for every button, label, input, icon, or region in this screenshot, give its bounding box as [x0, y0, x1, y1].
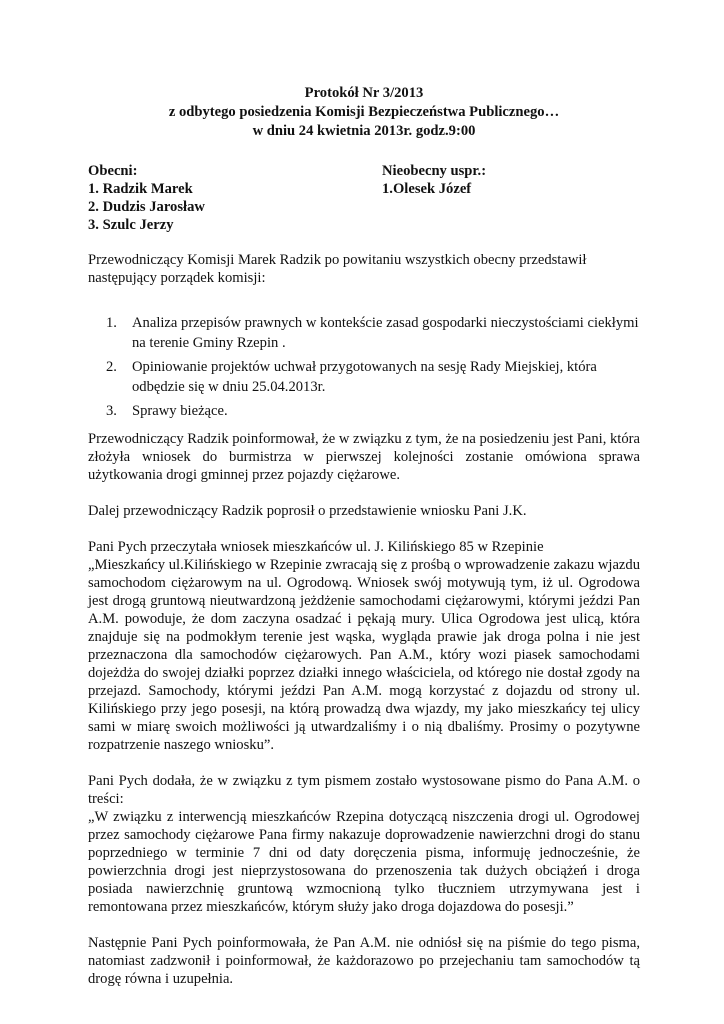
title-line-3: w dniu 24 kwietnia 2013r. godz.9:00 [252, 123, 476, 139]
agenda-item-number: 2. [106, 359, 117, 375]
title-line-2: z odbytego posiedzenia Komisji Bezpieczeństwa Publicznego… [168, 104, 560, 120]
petition-intro: Pani Pych przeczytała wniosek mieszkańców ul. J. Kilińskiego 85 w Rzepinie [88, 539, 544, 555]
paragraph-petition [88, 538, 640, 754]
present-list [88, 162, 205, 234]
agenda-item [106, 313, 640, 353]
title-line-1: Protokół Nr 3/2013 [304, 85, 424, 101]
letter-quote: „W związku z interwencją mieszkańców Rzepina dotyczącą niszczenia drogi ul. Ogrodowej przez samochody ciężarowe Pana firmy nakazuje doprowadzenie nawierzchni drogi do stanu poprzedniego w terminie 7 dni od daty doręczenia pisma, informuję jednocześnie, że powierzchnia drogi jest nieprzystosowana do przenoszenia tak dużych obciążeń i droga posiada nawierzchnię gruntową wzmocnioną tylko tłuczniem utrzymywana jest i remontowana przez mieszkańców, którym służy jako droga dojazdowa do posesji.” [88, 809, 640, 915]
agenda-list [88, 313, 640, 421]
paragraph-chair-info: Przewodniczący Radzik poinformował, że w związku z tym, że na posiedzeniu jest Pani, która złożyła wniosek do burmistrza w pierwszej kolejności zostanie omówiona sprawa użytkowania drogi gminnej przez pojazdy ciężarowe. [88, 431, 640, 483]
absent-label: Nieobecny uspr.: [382, 163, 487, 179]
letter-intro: Pani Pych dodała, że w związku z tym pismem zostało wystosowane pismo do Pana A.M. o treści: [88, 773, 640, 807]
agenda-item-number: 3. [106, 403, 117, 419]
present-member: 1. Radzik Marek [88, 181, 193, 197]
agenda-item-number: 1. [106, 315, 117, 331]
document-page [88, 84, 640, 988]
agenda-item [106, 401, 640, 421]
agenda-item [106, 357, 640, 397]
present-label: Obecni: [88, 163, 138, 179]
absent-member: 1.Olesek Józef [382, 181, 472, 197]
document-title [88, 84, 640, 141]
present-member: 2. Dudzis Jarosław [88, 199, 205, 215]
present-member: 3. Szulc Jerzy [88, 217, 174, 233]
agenda-item-text: Sprawy bieżące. [132, 403, 228, 419]
paragraph-response: Następnie Pani Pych poinformowała, że Pan A.M. nie odniósł się na piśmie do tego pisma, natomiast zadzwonił i poinformował, że każdorazowo po przejechaniu tam samochodów tą drogę równa i uzupełnia. [88, 935, 640, 987]
paragraph-request: Dalej przewodniczący Radzik poprosił o przedstawienie wniosku Pani J.K. [88, 503, 527, 519]
agenda-item-text: Opiniowanie projektów uchwał przygotowanych na sesję Rady Miejskiej, która odbędzie się w dniu 25.04.2013r. [132, 359, 597, 395]
agenda-item-text: Analiza przepisów prawnych w kontekście zasad gospodarki nieczystościami ciekłymi na terenie Gminy Rzepin . [132, 315, 639, 351]
attendance-section [88, 162, 640, 234]
absent-list [382, 162, 486, 198]
paragraph-letter [88, 772, 640, 916]
intro-paragraph: Przewodniczący Komisji Marek Radzik po powitaniu wszystkich obecny przedstawił następujący porządek komisji: [88, 252, 587, 286]
petition-quote: „Mieszkańcy ul.Kilińskiego w Rzepinie zwracają się z prośbą o wprowadzenie zakazu wjazdu samochodom ciężarowym na ul. Ogrodową. Wniosek swój motywują tym, iż ul. Ogrodowa jest drogą gruntową nieutwardzoną jeżdżenie samochodami ciężarowymi, którymi jeździ Pan A.M. powoduje, że dom zaczyna osadzać i pękają mury. Ulica Ogrodowa jest ulicą, która znajduje się na podmokłym terenie jest wąska, wygląda prawie jak droga polna i nie jest przeznaczona dla samochodów ciężarowych. Pan A.M., który wozi piasek samochodami dojeżdża do swojej działki poprzez działki innego właściciela, od którego nie dostał zgody na przejazd. Samochody, którymi jeździ Pan A.M. mogą korzystać z dojazdu od strony ul. Kilińskiego przy jego posesji, na którą prowadzą dwa wjazdy, my jako mieszkańcy tej ulicy sami w miarę swoich możliwości ją utwardzaliśmy i o nią dbaliśmy. Prosimy o pozytywne rozpatrzenie naszego wniosku”. [88, 557, 640, 753]
